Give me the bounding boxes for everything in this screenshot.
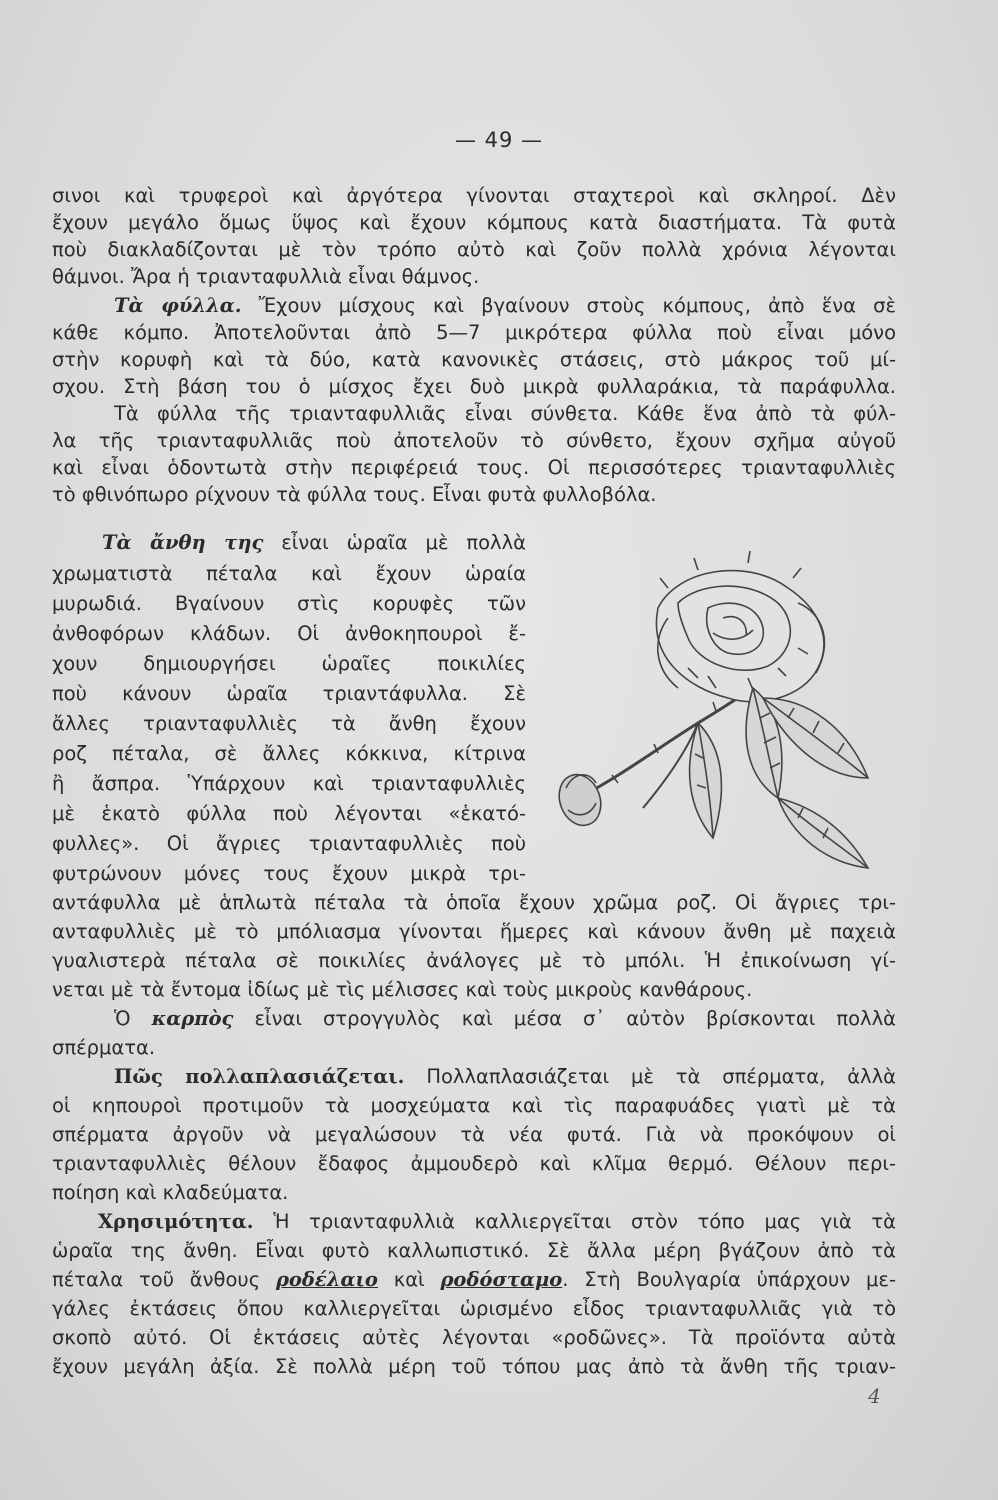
term-fruit: καρπὸς (151, 1007, 234, 1030)
section-heading-flowers: Τὰ ἄνθη της (102, 531, 264, 554)
text-line: θάμνοι. Ἄρα ἡ τριανταφυλλιὰ εἶναι θάμνος. (52, 265, 480, 288)
text-line: γυαλιστερὰ πέταλα σὲ ποικιλίες ἀνάλογες μὲ τὸ μπόλι. Ἡ ἐπικοίνωση γί- (52, 949, 896, 972)
text-line: ἢ ἄσπρα. Ὑπάρχουν καὶ τριανταφυλλιὲς (52, 772, 526, 795)
text-line: χρωματιστὰ πέταλα καὶ ἔχουν ὡραία (52, 562, 526, 585)
text-line: Τὰ φύλλα. Ἔχουν μίσχους καὶ βγαίνουν στοὺς κόμπους, ἀπὸ ἕνα σὲ (114, 294, 896, 317)
text-line: νεται μὲ τὰ ἔντομα ἰδίως μὲ τὶς μέλισσες καὶ τοὺς μικροὺς κανθάρους. (52, 978, 753, 1001)
text-line: ἀνθοφόρων κλάδων. Οἱ ἀνθοκηπουροὶ ἔ- (52, 622, 526, 645)
text-line: αντάφυλλα μὲ ἁπλωτὰ πέταλα τὰ ὁποῖα ἔχουν χρῶμα ροζ. Οἱ ἄγριες τρι- (52, 891, 896, 914)
term-rose-water: ροδόσταμο (440, 1268, 563, 1291)
text-line: σπέρματα ἀργοῦν νὰ μεγαλώσουν τὰ νέα φυτά. Γιὰ νὰ προκόψουν οἱ (52, 1123, 896, 1146)
term-rose-oil: ροδέλαιο (275, 1268, 378, 1291)
text-line: τὸ φθινόπωρο ρίχνουν τὰ φύλλα τους. Εἶναι φυτὰ φυλλοβόλα. (52, 483, 657, 506)
text-line: μὲ ἑκατὸ φύλλα ποὺ λέγονται «ἑκατό- (52, 802, 526, 825)
text-line: σινοι καὶ τρυφεροὶ καὶ ἀργότερα γίνονται σταχτεροὶ καὶ σκληροί. Δὲν (52, 184, 896, 207)
text-line: Τὰ ἄνθη της εἶναι ὡραῖα μὲ πολλὰ (102, 531, 526, 554)
text-line: σκοπὸ αὐτό. Οἱ ἐκτάσεις αὐτὲς λέγονται «ροδῶνες». Τὰ προϊόντα αὐτὰ (52, 1326, 896, 1349)
text-line: ἔχουν μεγάλη ἀξία. Σὲ πολλὰ μέρη τοῦ τόπου μας ἀπὸ τὰ ἄνθη τῆς τριαν- (52, 1355, 896, 1378)
text-line: ποὺ κάνουν ὡραῖα τριαντάφυλλα. Σὲ (52, 682, 526, 705)
text-line: σπέρματα. (52, 1036, 156, 1059)
page-number: — 49 — (454, 128, 544, 152)
text-line: στὴν κορυφὴ καὶ τὰ δύο, κατὰ κανονικὲς στάσεις, στὸ μάκρος τοῦ μί- (52, 348, 896, 371)
text-line: ἄλλες τριανταφυλλιὲς τὰ ἄνθη ἔχουν (52, 712, 526, 735)
section-heading-usefulness: Χρησιμότητα. (98, 1210, 254, 1233)
text-line: Ὁ καρπὸς εἶναι στρογγυλὸς καὶ μέσα σ᾽ αὐτὸν βρίσκονται πολλὰ (114, 1007, 896, 1030)
text-line: γάλες ἐκτάσεις ὅπου καλλιεργεῖται ὡρισμένο εἶδος τριανταφυλλιᾶς γιὰ τὸ (52, 1297, 896, 1320)
text-line: μυρωδιά. Βγαίνουν στὶς κορυφὲς τῶν (52, 592, 526, 615)
text-line: λα τῆς τριανταφυλλιᾶς ποὺ ἀποτελοῦν τὸ σύνθετο, ἔχουν σχῆμα αὐγοῦ (52, 429, 896, 452)
text-line: πέταλα τοῦ ἄνθους ροδέλαιο καὶ ροδόσταμο. Στὴ Βουλγαρία ὑπάρχουν με- (52, 1268, 896, 1291)
section-heading-leaves: Τὰ φύλλα. (114, 294, 242, 317)
text-line: ποίηση καὶ κλαδεύματα. (52, 1181, 289, 1204)
section-heading-propagation: Πῶς πολλαπλασιάζεται. (114, 1065, 405, 1088)
rose-illustration-icon (548, 548, 898, 888)
text-line: ποὺ διακλαδίζονται μὲ τὸν τρόπο αὐτὸ καὶ ζοῦν πολλὰ χρόνια λέγονται (52, 238, 896, 261)
text-line: οἱ κηπουροὶ προτιμοῦν τὰ μοσχεύματα καὶ τὶς παραφυάδες γιατὶ μὲ τὰ (52, 1094, 896, 1117)
text-line: χουν δημιουργήσει ὡραῖες ποικιλίες (52, 652, 526, 675)
text-line: ἔχουν μεγάλο ὅμως ὕψος καὶ ἔχουν κόμπους κατὰ διαστήματα. Τὰ φυτὰ (52, 211, 896, 234)
text-line: ροζ πέταλα, σὲ ἄλλες κόκκινα, κίτρινα (52, 742, 526, 765)
text-line: κάθε κόμπο. Ἀποτελοῦνται ἀπὸ 5—7 μικρότερα φύλλα ποὺ εἶναι μόνο (52, 321, 896, 344)
text-line: καὶ εἶναι ὁδοντωτὰ στὴν περιφέρειά τους. Οἱ περισσότερες τριανταφυλλιὲς (52, 456, 896, 479)
text-line: Πῶς πολλαπλασιάζεται. Πολλαπλασιάζεται μὲ τὰ σπέρματα, ἀλλὰ (114, 1065, 896, 1088)
text-line: σχου. Στὴ βάση του ὁ μίσχος ἔχει δυὸ μικρὰ φυλλαράκια, τὰ παράφυλλα. (52, 375, 896, 398)
text-line: φυλλες». Οἱ ἄγριες τριανταφυλλιὲς ποὺ (52, 832, 526, 855)
text-line: ὡραῖα της ἄνθη. Εἶναι φυτὸ καλλωπιστικό. Σὲ ἄλλα μέρη βγάζουν ἀπὸ τὰ (52, 1239, 896, 1262)
footer-signature-number: 4 (868, 1384, 881, 1408)
text-line: Χρησιμότητα. Ἡ τριανταφυλλιὰ καλλιεργεῖται στὸν τόπο μας γιὰ τὰ (98, 1210, 896, 1233)
text-line: Τὰ φύλλα τῆς τριανταφυλλιᾶς εἶναι σύνθετα. Κάθε ἕνα ἀπὸ τὰ φύλ- (114, 402, 896, 425)
text-line: τριανταφυλλιὲς θέλουν ἔδαφος ἀμμουδερὸ καὶ κλῖμα θερμό. Θέλουν περι- (52, 1152, 896, 1175)
text-line: ανταφυλλιὲς μὲ τὸ μπόλιασμα γίνονται ἥμερες καὶ κάνουν ἄνθη μὲ παχειὰ (52, 920, 896, 943)
text-line: φυτρώνουν μόνες τους ἔχουν μικρὰ τρι- (52, 862, 526, 885)
